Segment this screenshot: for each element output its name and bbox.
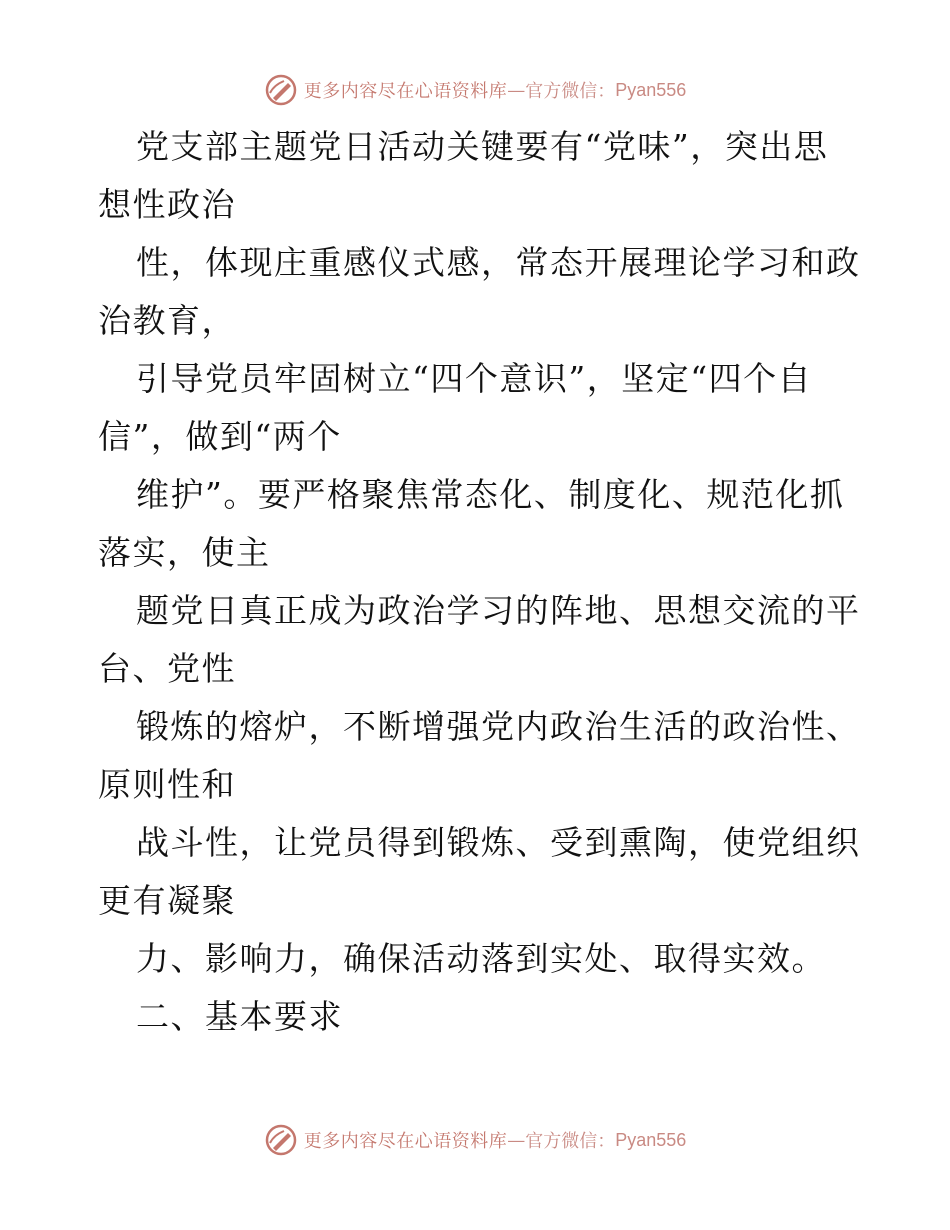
text-line: 力、影响力，确保活动落到实处、取得实效。: [136, 939, 826, 978]
pen-logo-icon: [264, 73, 298, 107]
text-line: 党支部主题党日活动关键要有“党味”，突出思: [136, 127, 829, 166]
watermark-account-id: Pyan556: [615, 79, 687, 100]
document-body: [98, 118, 861, 1046]
text-line: 台、党性: [98, 649, 236, 688]
text-line: 更有凝聚: [98, 881, 236, 920]
text-line: 性，体现庄重感仪式感，常态开展理论学习和政: [136, 243, 861, 282]
section-heading: 二、基本要求: [136, 997, 343, 1036]
watermark-account-label: 官方微信：: [525, 1131, 616, 1152]
text-line: 引导党员牢固树立“四个意识”，坚定“四个自: [136, 359, 813, 398]
text-line: 想性政治: [98, 185, 236, 224]
text-line: 落实，使主: [98, 533, 271, 572]
watermark-brand: 更多内容尽在心语资料库: [303, 81, 508, 102]
text-line: 治教育，: [98, 301, 236, 340]
text-line: 题党日真正成为政治学习的阵地、思想交流的平: [136, 591, 861, 630]
watermark-separator: —: [507, 79, 526, 101]
text-line: 原则性和: [98, 765, 236, 804]
watermark-brand: 更多内容尽在心语资料库: [303, 1131, 508, 1152]
footer-watermark: [0, 1122, 950, 1158]
pen-logo-icon: [264, 1123, 298, 1157]
watermark-account-id: Pyan556: [615, 1129, 687, 1150]
text-line: 维护”。要严格聚焦常态化、制度化、规范化抓: [136, 475, 845, 514]
watermark-separator: —: [507, 1129, 526, 1151]
text-line: 锻炼的熔炉，不断增强党内政治生活的政治性、: [136, 707, 861, 746]
header-watermark: [0, 72, 950, 108]
text-line: 战斗性，让党员得到锻炼、受到熏陶，使党组织: [136, 823, 861, 862]
text-line: 信”，做到“两个: [98, 417, 342, 456]
watermark-account-label: 官方微信：: [525, 81, 616, 102]
